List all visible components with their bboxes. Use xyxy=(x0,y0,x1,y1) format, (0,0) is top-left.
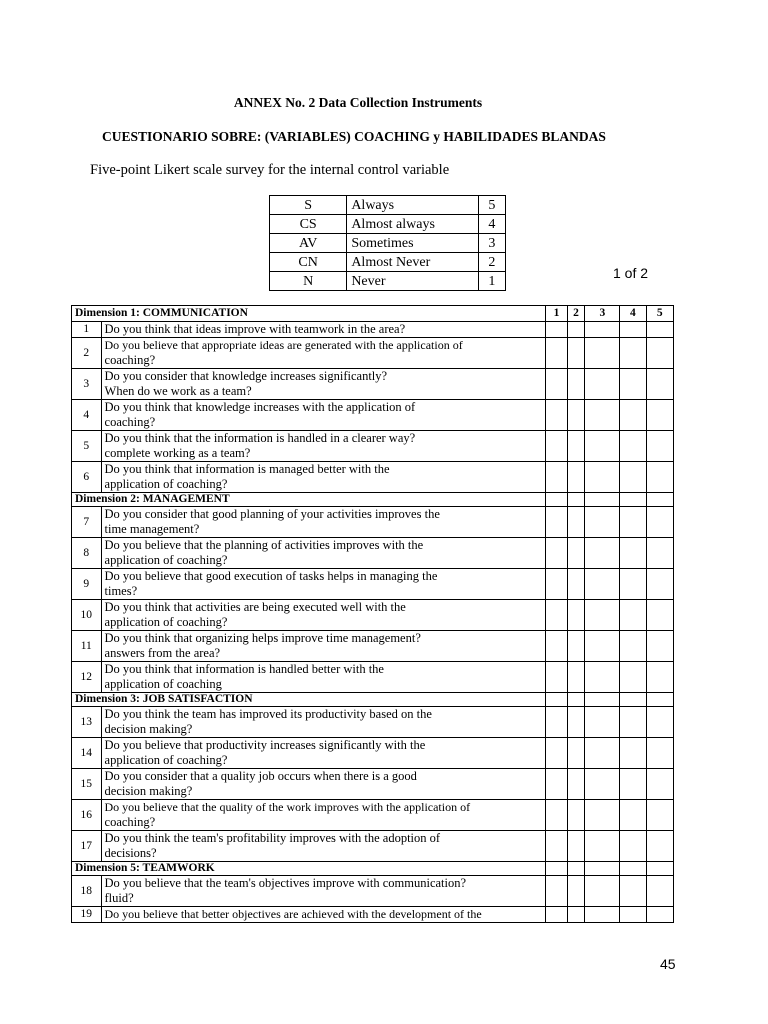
rating-checkbox-4[interactable] xyxy=(620,600,646,631)
question-number: 6 xyxy=(72,462,102,493)
question-text xyxy=(101,431,546,462)
rating-cell xyxy=(646,862,673,876)
question-text xyxy=(101,707,546,738)
question-text xyxy=(101,369,546,400)
question-row xyxy=(72,400,674,431)
rating-checkbox-5[interactable] xyxy=(646,707,673,738)
rating-cell xyxy=(585,862,620,876)
rating-cell xyxy=(646,493,673,507)
question-text xyxy=(101,662,546,693)
question-text-line: Do you believe that appropriate ideas are generated with the application of xyxy=(104,338,463,352)
question-text xyxy=(101,738,546,769)
question-number: 9 xyxy=(72,569,102,600)
question-text-line: Do you consider that good planning of your activities improves the xyxy=(104,507,440,521)
question-number: 17 xyxy=(72,831,102,862)
question-number: 2 xyxy=(72,338,102,369)
rating-checkbox-1[interactable] xyxy=(546,631,567,662)
rating-checkbox-3[interactable] xyxy=(585,538,620,569)
question-text-line: fluid? xyxy=(104,891,134,905)
rating-checkbox-4[interactable] xyxy=(620,662,646,693)
rating-cell xyxy=(585,693,620,707)
rating-checkbox-1[interactable] xyxy=(546,322,567,338)
rating-checkbox-1[interactable] xyxy=(546,738,567,769)
rating-checkbox-5[interactable] xyxy=(646,907,673,923)
question-number: 13 xyxy=(72,707,102,738)
scale-label: Sometimes xyxy=(347,234,479,253)
rating-checkbox-2[interactable] xyxy=(567,600,585,631)
question-text-line: application of coaching xyxy=(104,677,222,691)
rating-checkbox-1[interactable] xyxy=(546,538,567,569)
rating-checkbox-3[interactable] xyxy=(585,907,620,923)
rating-checkbox-1[interactable] xyxy=(546,400,567,431)
rating-checkbox-5[interactable] xyxy=(646,400,673,431)
rating-checkbox-4[interactable] xyxy=(620,707,646,738)
question-text xyxy=(101,569,546,600)
likert-scale-table xyxy=(269,195,506,291)
question-text-line: Do you believe that the quality of the work improves with the application of xyxy=(104,800,471,814)
rating-checkbox-5[interactable] xyxy=(646,338,673,369)
scale-row xyxy=(270,196,506,215)
question-text-line: Do you think that organizing helps improve time management? xyxy=(104,631,421,645)
rating-checkbox-5[interactable] xyxy=(646,769,673,800)
question-number: 4 xyxy=(72,400,102,431)
rating-checkbox-2[interactable] xyxy=(567,338,585,369)
rating-header: 3 xyxy=(585,306,620,322)
question-text xyxy=(101,600,546,631)
dimension-header-row xyxy=(72,306,674,322)
rating-cell xyxy=(620,693,646,707)
scale-row xyxy=(270,253,506,272)
rating-checkbox-4[interactable] xyxy=(620,400,646,431)
rating-checkbox-2[interactable] xyxy=(567,322,585,338)
question-number: 11 xyxy=(72,631,102,662)
questionnaire-title: CUESTIONARIO SOBRE: (VARIABLES) COACHING y HABILIDADES BLANDAS xyxy=(102,129,606,144)
rating-checkbox-4[interactable] xyxy=(620,800,646,831)
rating-checkbox-5[interactable] xyxy=(646,800,673,831)
question-number: 5 xyxy=(72,431,102,462)
question-text-line: Do you think that knowledge increases with the application of xyxy=(104,400,416,414)
rating-checkbox-2[interactable] xyxy=(567,769,585,800)
rating-header: 5 xyxy=(646,306,673,322)
rating-checkbox-4[interactable] xyxy=(620,631,646,662)
rating-checkbox-3[interactable] xyxy=(585,507,620,538)
question-text-line: Do you consider that a quality job occurs when there is a good xyxy=(104,769,417,783)
question-text xyxy=(101,631,546,662)
dimension-header-row xyxy=(72,693,674,707)
rating-checkbox-2[interactable] xyxy=(567,569,585,600)
question-text-line: application of coaching? xyxy=(104,477,228,491)
rating-checkbox-5[interactable] xyxy=(646,569,673,600)
question-text-line: Do you consider that knowledge increases significantly? xyxy=(104,369,388,383)
rating-checkbox-1[interactable] xyxy=(546,569,567,600)
rating-checkbox-2[interactable] xyxy=(567,631,585,662)
question-row xyxy=(72,876,674,907)
rating-checkbox-2[interactable] xyxy=(567,462,585,493)
rating-checkbox-5[interactable] xyxy=(646,538,673,569)
rating-checkbox-1[interactable] xyxy=(546,600,567,631)
scale-value: 4 xyxy=(478,215,505,234)
question-row xyxy=(72,338,674,369)
rating-checkbox-3[interactable] xyxy=(585,569,620,600)
question-row xyxy=(72,322,674,338)
question-text-line: Do you think that the information is handled in a clearer way? xyxy=(104,431,416,445)
dimension-label: Dimension 3: JOB SATISFACTION xyxy=(72,693,546,707)
question-text-line: decision making? xyxy=(104,784,193,798)
rating-checkbox-2[interactable] xyxy=(567,800,585,831)
rating-checkbox-3[interactable] xyxy=(585,338,620,369)
question-row xyxy=(72,662,674,693)
rating-cell xyxy=(546,693,567,707)
question-row xyxy=(72,600,674,631)
question-text-line: application of coaching? xyxy=(104,553,228,567)
document-title: ANNEX No. 2 Data Collection Instruments xyxy=(233,95,483,110)
scale-label: Almost Never xyxy=(347,253,479,272)
rating-checkbox-2[interactable] xyxy=(567,907,585,923)
scale-row xyxy=(270,215,506,234)
rating-checkbox-3[interactable] xyxy=(585,462,620,493)
question-row xyxy=(72,738,674,769)
question-text xyxy=(101,322,546,338)
scale-row xyxy=(270,272,506,291)
rating-checkbox-1[interactable] xyxy=(546,662,567,693)
question-row xyxy=(72,769,674,800)
rating-checkbox-1[interactable] xyxy=(546,707,567,738)
rating-checkbox-1[interactable] xyxy=(546,769,567,800)
question-number: 19 xyxy=(72,907,102,923)
question-text-line: Do you think that ideas improve with teamwork in the area? xyxy=(104,322,406,336)
rating-checkbox-1[interactable] xyxy=(546,876,567,907)
question-row xyxy=(72,569,674,600)
rating-checkbox-4[interactable] xyxy=(620,907,646,923)
question-row xyxy=(72,507,674,538)
rating-checkbox-2[interactable] xyxy=(567,369,585,400)
question-text-line: times? xyxy=(104,584,138,598)
rating-checkbox-4[interactable] xyxy=(620,569,646,600)
question-text-line: complete working as a team? xyxy=(104,446,251,460)
rating-checkbox-1[interactable] xyxy=(546,369,567,400)
rating-header: 4 xyxy=(620,306,646,322)
question-number: 18 xyxy=(72,876,102,907)
rating-cell xyxy=(567,493,585,507)
rating-checkbox-1[interactable] xyxy=(546,507,567,538)
question-text-line: coaching? xyxy=(104,815,156,829)
scale-label: Almost always xyxy=(347,215,479,234)
page-number: 45 xyxy=(660,956,676,972)
question-row xyxy=(72,631,674,662)
question-text-line: Do you think that information is handled better with the xyxy=(104,662,384,676)
question-number: 10 xyxy=(72,600,102,631)
rating-checkbox-4[interactable] xyxy=(620,738,646,769)
rating-checkbox-5[interactable] xyxy=(646,431,673,462)
rating-checkbox-2[interactable] xyxy=(567,707,585,738)
rating-checkbox-4[interactable] xyxy=(620,876,646,907)
scale-label: Never xyxy=(347,272,479,291)
rating-cell xyxy=(567,862,585,876)
scale-code: CS xyxy=(270,215,347,234)
question-text xyxy=(101,876,546,907)
rating-checkbox-4[interactable] xyxy=(620,431,646,462)
question-text xyxy=(101,538,546,569)
scale-value: 2 xyxy=(478,253,505,272)
question-text-line: coaching? xyxy=(104,353,156,367)
rating-checkbox-1[interactable] xyxy=(546,800,567,831)
question-text-line: Do you believe that good execution of tasks helps in managing the xyxy=(104,569,438,583)
question-text-line: Do you think that activities are being executed well with the xyxy=(104,600,406,614)
question-number: 15 xyxy=(72,769,102,800)
rating-checkbox-2[interactable] xyxy=(567,538,585,569)
question-text-line: decisions? xyxy=(104,846,157,860)
rating-cell xyxy=(620,862,646,876)
dimension-label: Dimension 1: COMMUNICATION xyxy=(72,306,546,322)
page-count: 1 of 2 xyxy=(613,265,649,281)
question-text-line: Do you believe that better objectives are achieved with the development of the xyxy=(104,907,482,921)
question-text-line: coaching? xyxy=(104,415,156,429)
rating-checkbox-4[interactable] xyxy=(620,369,646,400)
question-text-line: Do you think that information is managed better with the xyxy=(104,462,390,476)
rating-checkbox-4[interactable] xyxy=(620,831,646,862)
scale-code: CN xyxy=(270,253,347,272)
question-text xyxy=(101,507,546,538)
question-number: 12 xyxy=(72,662,102,693)
rating-checkbox-2[interactable] xyxy=(567,876,585,907)
rating-checkbox-3[interactable] xyxy=(585,600,620,631)
intro-text: Five-point Likert scale survey for the internal control variable xyxy=(90,162,450,178)
question-text-line: Do you think the team's profitability improves with the adoption of xyxy=(104,831,441,845)
rating-checkbox-3[interactable] xyxy=(585,800,620,831)
rating-checkbox-3[interactable] xyxy=(585,831,620,862)
rating-checkbox-1[interactable] xyxy=(546,462,567,493)
question-text xyxy=(101,462,546,493)
rating-checkbox-2[interactable] xyxy=(567,662,585,693)
rating-cell xyxy=(620,493,646,507)
rating-checkbox-3[interactable] xyxy=(585,400,620,431)
rating-checkbox-1[interactable] xyxy=(546,831,567,862)
rating-cell xyxy=(646,693,673,707)
rating-checkbox-2[interactable] xyxy=(567,738,585,769)
rating-checkbox-2[interactable] xyxy=(567,831,585,862)
question-row xyxy=(72,369,674,400)
rating-checkbox-4[interactable] xyxy=(620,769,646,800)
question-text-line: time management? xyxy=(104,522,200,536)
question-text xyxy=(101,338,546,369)
scale-code: AV xyxy=(270,234,347,253)
rating-checkbox-3[interactable] xyxy=(585,631,620,662)
rating-checkbox-1[interactable] xyxy=(546,907,567,923)
rating-checkbox-4[interactable] xyxy=(620,538,646,569)
question-row xyxy=(72,707,674,738)
rating-checkbox-4[interactable] xyxy=(620,507,646,538)
question-text-line: Do you believe that the planning of activities improves with the xyxy=(104,538,424,552)
rating-checkbox-3[interactable] xyxy=(585,431,620,462)
rating-checkbox-2[interactable] xyxy=(567,431,585,462)
scale-value: 1 xyxy=(478,272,505,291)
rating-cell xyxy=(546,862,567,876)
dimension-header-row xyxy=(72,862,674,876)
scale-code: S xyxy=(270,196,347,215)
question-text-line: When do we work as a team? xyxy=(104,384,252,398)
rating-cell xyxy=(585,493,620,507)
question-number: 1 xyxy=(72,322,102,338)
question-text xyxy=(101,769,546,800)
question-number: 7 xyxy=(72,507,102,538)
scale-value: 3 xyxy=(478,234,505,253)
question-row xyxy=(72,831,674,862)
question-text-line: decision making? xyxy=(104,722,193,736)
scale-value: 5 xyxy=(478,196,505,215)
rating-checkbox-2[interactable] xyxy=(567,507,585,538)
rating-checkbox-5[interactable] xyxy=(646,462,673,493)
rating-cell xyxy=(567,693,585,707)
rating-checkbox-5[interactable] xyxy=(646,631,673,662)
question-text-line: Do you believe that productivity increases significantly with the xyxy=(104,738,426,752)
rating-checkbox-4[interactable] xyxy=(620,338,646,369)
rating-header: 2 xyxy=(567,306,585,322)
question-text xyxy=(101,800,546,831)
rating-checkbox-3[interactable] xyxy=(585,662,620,693)
rating-checkbox-3[interactable] xyxy=(585,707,620,738)
rating-cell xyxy=(546,493,567,507)
question-text-line: application of coaching? xyxy=(104,753,228,767)
rating-checkbox-3[interactable] xyxy=(585,322,620,338)
rating-checkbox-5[interactable] xyxy=(646,322,673,338)
rating-checkbox-3[interactable] xyxy=(585,769,620,800)
question-number: 3 xyxy=(72,369,102,400)
rating-checkbox-5[interactable] xyxy=(646,831,673,862)
rating-checkbox-5[interactable] xyxy=(646,738,673,769)
question-text-line: answers from the area? xyxy=(104,646,221,660)
question-row xyxy=(72,431,674,462)
scale-row xyxy=(270,234,506,253)
rating-checkbox-5[interactable] xyxy=(646,507,673,538)
scale-code: N xyxy=(270,272,347,291)
dimension-label: Dimension 2: MANAGEMENT xyxy=(72,493,546,507)
question-row xyxy=(72,462,674,493)
question-row xyxy=(72,907,674,923)
question-text xyxy=(101,907,546,923)
rating-checkbox-1[interactable] xyxy=(546,338,567,369)
survey-table xyxy=(71,305,674,923)
rating-checkbox-3[interactable] xyxy=(585,369,620,400)
scale-label: Always xyxy=(347,196,479,215)
question-text-line: application of coaching? xyxy=(104,615,228,629)
rating-checkbox-5[interactable] xyxy=(646,369,673,400)
question-number: 16 xyxy=(72,800,102,831)
dimension-header-row xyxy=(72,493,674,507)
rating-checkbox-4[interactable] xyxy=(620,322,646,338)
rating-checkbox-3[interactable] xyxy=(585,738,620,769)
dimension-label: Dimension 5: TEAMWORK xyxy=(72,862,546,876)
rating-checkbox-2[interactable] xyxy=(567,400,585,431)
rating-checkbox-3[interactable] xyxy=(585,876,620,907)
question-number: 14 xyxy=(72,738,102,769)
rating-checkbox-1[interactable] xyxy=(546,431,567,462)
rating-checkbox-5[interactable] xyxy=(646,600,673,631)
rating-checkbox-4[interactable] xyxy=(620,462,646,493)
rating-checkbox-5[interactable] xyxy=(646,876,673,907)
question-text-line: Do you believe that the team's objectives improve with communication? xyxy=(104,876,467,890)
rating-header: 1 xyxy=(546,306,567,322)
question-row xyxy=(72,538,674,569)
question-text xyxy=(101,831,546,862)
rating-checkbox-5[interactable] xyxy=(646,662,673,693)
question-text xyxy=(101,400,546,431)
question-row xyxy=(72,800,674,831)
question-text-line: Do you think the team has improved its productivity based on the xyxy=(104,707,432,721)
question-number: 8 xyxy=(72,538,102,569)
